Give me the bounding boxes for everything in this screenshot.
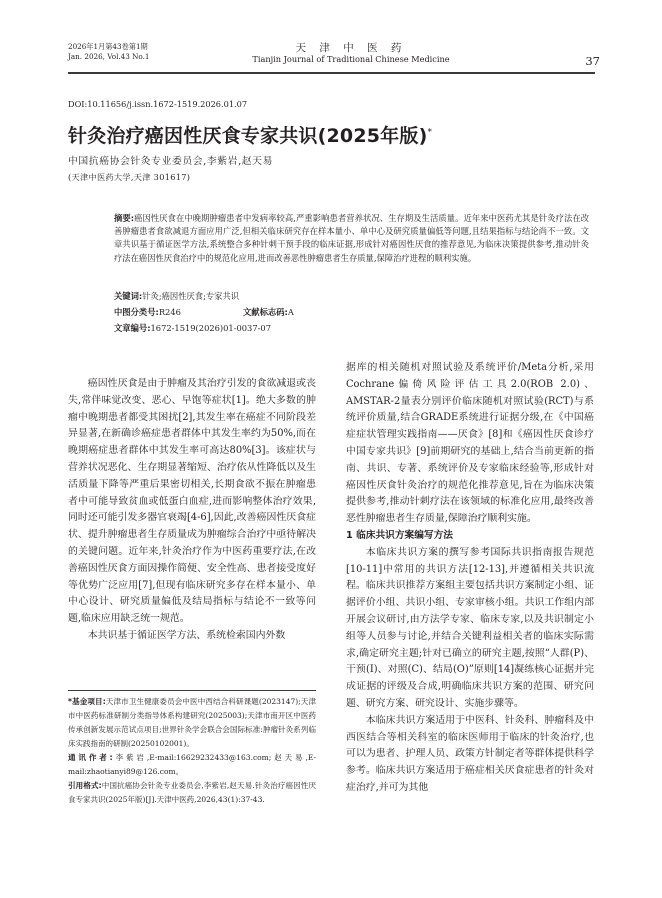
doc-code-label: 文献标志码:: [243, 307, 288, 317]
document-code: [243, 306, 294, 319]
contact-text[interactable]: 李紫岩,E-mail:16629232433@163.com;赵天易,E-mail:zhaotianyi89@126.com。: [68, 753, 317, 776]
keywords-label: 关键词:: [114, 291, 143, 301]
authors: 中国抗癌协会针灸专业委员会,李紫岩,赵天易: [68, 156, 273, 167]
citation-label: 引用格式:: [68, 781, 102, 790]
abstract: [114, 212, 589, 265]
issue-info: [68, 42, 149, 61]
body-paragraph: 据库的相关随机对照试验及系统评价/Meta分析,采用Cochrane偏倚风险评估工具2.0(ROB 2.0)、AMSTAR-2量表分别评价临床随机对照试验(RCT)与系统评价质量,结合GRADE系统进行证据分级,在《中国癌症症状管理实践指南——厌食》[8]和《癌因性厌食诊疗中国专家共识》[9]前期研究的基础上,结合当前更新的指南、共识、专著、系统评价及专家临床经验等,形成针对癌因性厌食针灸治疗的规范化推荐意见,旨在为临床决策提供参考,推动针刺疗法在该领域的标准化应用,最终改善恶性肿瘤患者生存质量,保障治疗顺利实施。: [346, 362, 594, 525]
page-number: 37: [585, 54, 600, 68]
journal-name-cn: 天 津 中 医 药: [295, 42, 407, 54]
issue-en: Jan. 2026, Vol.43 No.1: [68, 51, 150, 61]
contact-footnote: [68, 751, 316, 779]
clc-number: [114, 306, 181, 319]
article-no-value: 1672-1519(2026)01-0037-07: [150, 323, 271, 333]
title-footnote-mark: *: [427, 127, 433, 138]
citation-text: 中国抗癌协会针灸专业委员会,李紫岩,赵天易.针灸治疗癌因性厌食专家共识(2025年版)[J].天津中医药,2026,43(1):37-43.: [68, 781, 317, 804]
keywords: [114, 290, 239, 303]
fund-footnote: [68, 695, 316, 751]
fund-text: 天津市卫生健康委员会中医中西结合科研课题(2023147);天津市中医药标准研制分类指导体系构建研究(2025003);天津市南开区中医药传承创新发展示范试点项目;世界针灸学会联合会国际标准:肿瘤针灸系列临床实践指南的研制(20250102001)。: [68, 697, 317, 748]
doi[interactable]: DOI:10.11656/j.issn.1672-1519.2026.01.07: [68, 99, 248, 109]
body-paragraph: 本临床共识方案适用于中医科、针灸科、肿瘤科及中西医结合等相关科室的临床医师用于临床的针灸治疗,也可以为患者、护理人员、政策方针制定者等群体提供科学参考。临床共识方案适用于癌症相关厌食症患者的针灸对症治疗,并可为其他: [346, 714, 594, 793]
footnotes: [68, 695, 316, 807]
affiliation: (天津中医药大学,天津 301617): [68, 172, 191, 182]
fund-label: *基金项目:: [68, 697, 106, 706]
right-column: [346, 360, 594, 797]
contact-label: 通讯作者:: [68, 753, 113, 762]
body-paragraph: 癌因性厌食是由于肿瘤及其治疗引发的食欲减退或丧失,常伴味觉改变、恶心、早饱等症状[1]。绝大多数的肿瘤中晚期患者都受其困扰[2],其发生率在癌症不同阶段差异显著,在新确诊癌症患者群体中其发生率约为50%,而在晚期癌症患者群体中其发生率可高达80%[3]。该症状与营养状况恶化、生存期显著缩短、治疗依从性降低以及生活质量下降等严重后果密切相关,长期食欲不振在肿瘤患者中可能导致贫血或低蛋白血症,进而影响整体治疗效果,同时还可能引发多器官衰竭[4-6],因此,改善癌因性厌食症状、提升肿瘤患者生存质量成为肿瘤综合治疗中亟待解决的关键问题。近年来,针灸治疗作为中医药重要疗法,在改善癌因性厌食方面因操作简便、安全性高、患者接受度好等优势广泛应用[7],但现有临床研究多存在样本量小、单中心设计、研究质量偏低及结局指标与结论不一致等问题,临床应用缺乏统一规范。: [68, 378, 316, 625]
citation-footnote: [68, 779, 316, 807]
issue-cn: 2026年1月第43卷第1期: [68, 42, 148, 51]
header-rule: [68, 72, 595, 74]
abstract-label: 摘要:: [114, 213, 135, 223]
section-heading: 1 临床共识方案编写方法: [346, 529, 453, 541]
article-no-label: 文章编号:: [114, 323, 151, 333]
keywords-value: 针灸;癌因性厌食;专家共识: [142, 291, 240, 301]
article-number: [114, 322, 271, 335]
footnote-rule: [68, 690, 316, 691]
clc-value: R246: [158, 307, 181, 317]
running-header: [0, 42, 662, 72]
article-title-text: 针灸治疗癌因性厌食专家共识(2025年版): [68, 125, 428, 147]
journal-name: [220, 42, 482, 65]
doc-code-value: A: [287, 307, 294, 317]
journal-name-en: Tianjin Journal of Traditional Chinese Medicine: [252, 54, 450, 64]
body-paragraph: 本临床共识方案的撰写参考国际共识指南报告规范[10-11]中常用的共识方法[12-13],并遵循相关共识流程。临床共识推荐方案组主要包括共识方案制定小组、证据评价小组、共识小组、专家审核小组。共识工作组内部开展会议研讨,由方法学专家、临床专家,以及共识制定小组等人员参与讨论,并结合关键利益相关者的临床实际需求,确定研究主题;针对已确立的研究主题,按照“人群(P)、干预(I)、对照(C)、结局(O)”原则[14]凝练核心证据并完成证据的评级及合成,明确临床共识方案的范围、研究问题、研究方案、研究设计、实施步骤等。: [346, 546, 594, 709]
abstract-text: 癌因性厌食在中晚期肿瘤患者中发病率较高,严重影响患者营养状况、生存期及生活质量。近年来中医药尤其是针灸疗法在改善肿瘤患者食欲减退方面应用广泛,但相关临床研究存在样本量小、单中心及研究质量偏低等问题,且结果指标与结论尚不一致。文章共识基于循证医学方法,系统整合多种针刺干预手段的临床证据,形成针对癌因性厌食的推荐意见,为临床决策提供参考,推动针灸疗法在癌因性厌食治疗中的规范化应用,进而改善恶性肿瘤患者生存质量,保障治疗进程的顺利实施。: [114, 213, 589, 263]
body-paragraph: 本共识基于循证医学方法、系统检索国内外数: [87, 629, 286, 641]
clc-label: 中图分类号:: [114, 307, 159, 317]
left-column: [68, 376, 316, 645]
article-title: [68, 121, 432, 148]
